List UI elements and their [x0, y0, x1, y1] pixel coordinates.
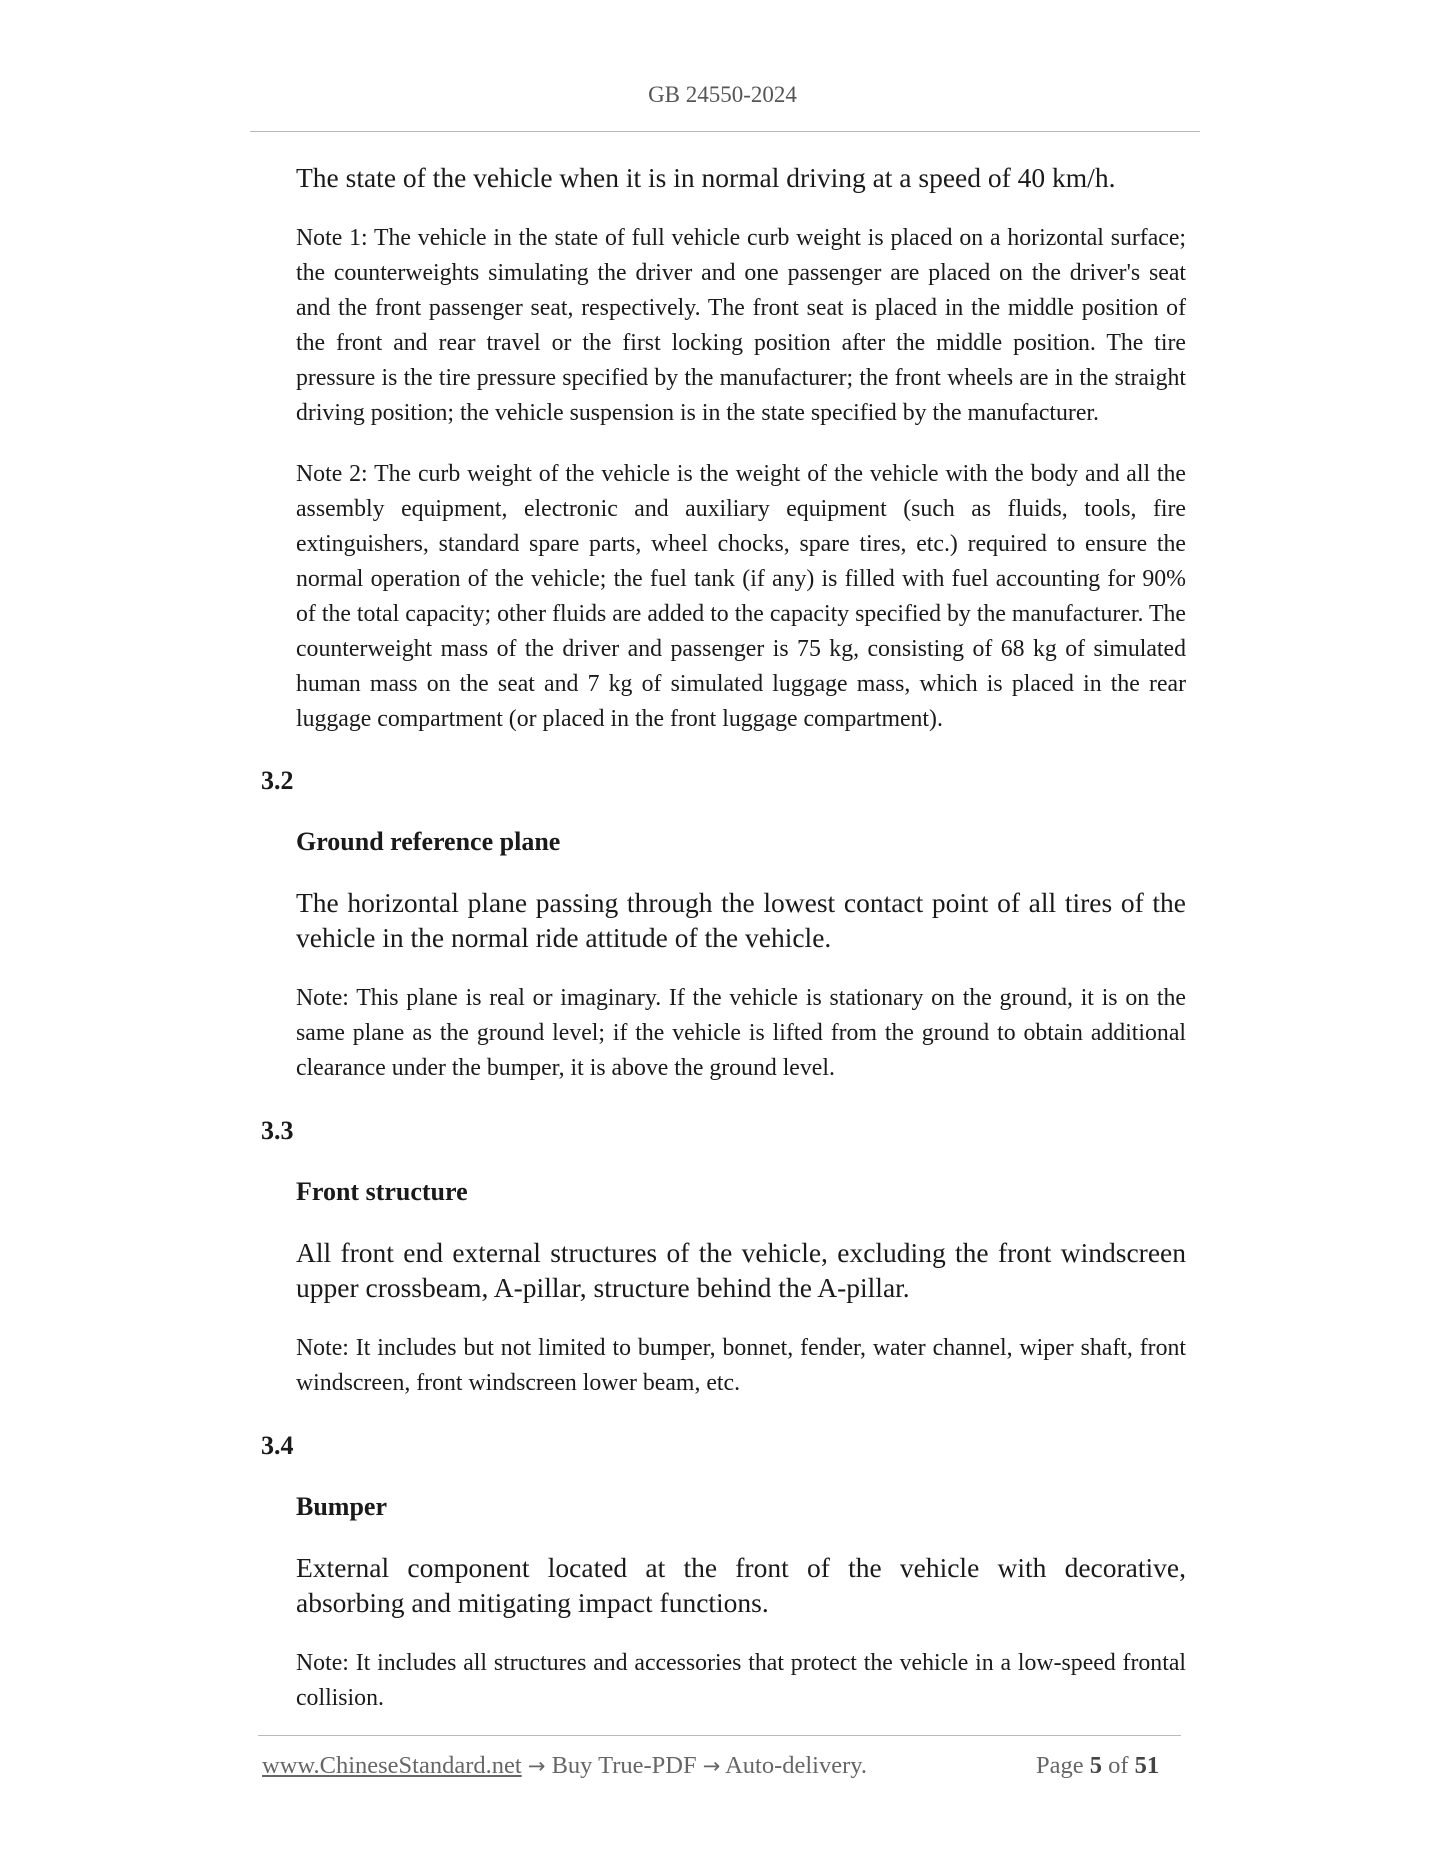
clause-number-3-3: 3.3 [261, 1116, 294, 1145]
note-1: Note 1: The vehicle in the state of full vehicle curb weight is placed on a horizontal surface; the counterweights simulating the driver and one passenger are placed on the driver's seat and the front passenger seat, respectively. The front seat is placed in the middle position of the front and rear travel or the first locking position after the middle position. The tire pressure is the tire pressure specified by the manufacturer; the front wheels are in the straight driving position; the vehicle suspension is in the state specified by the manufacturer. [296, 225, 1186, 426]
current-page: 5 [1089, 1752, 1102, 1779]
note-ground-reference-plane: Note: This plane is real or imaginary. If the vehicle is stationary on the ground, it is on the same plane as the ground level; if the vehicle is lifted from the ground to obtain additional clearance under the bumper, it is above the ground level. [296, 985, 1186, 1081]
site-link[interactable]: www.ChineseStandard.net [262, 1752, 522, 1779]
definition-bumper: External component located at the front of the vehicle with decorative, absorbing and mitigating impact functions. [296, 1552, 1186, 1618]
note-2: Note 2: The curb weight of the vehicle is the weight of the vehicle with the body and all the assembly equipment, electronic and auxiliary equipment (such as fluids, tools, fire extinguishers, standard spare parts, wheel chocks, spare tires, etc.) required to ensure the normal operation of the vehicle; the fuel tank (if any) is filled with fuel accounting for 90% of the total capacity; other fluids are added to the capacity specified by the manufacturer. The counterweight mass of the driver and passenger is 75 kg, consisting of 68 kg of simulated human mass on the seat and 7 kg of simulated luggage mass, which is placed in the rear luggage compartment (or placed in the front luggage compartment). [296, 461, 1186, 732]
buy-true-pdf-text: Buy True-PDF [551, 1752, 697, 1779]
definition-front-structure: All front end external structures of the vehicle, excluding the front windscreen upper crossbeam, A-pillar, structure behind the A-pillar. [296, 1237, 1186, 1303]
term-bumper: Bumper [296, 1492, 387, 1521]
arrow-right-icon: → [527, 1754, 546, 1778]
page-of-label: of [1108, 1752, 1129, 1779]
definition-ground-reference-plane: The horizontal plane passing through the lowest contact point of all tires of the vehicle in the normal ride attitude of the vehicle. [296, 887, 1186, 953]
arrow-right-icon: → [702, 1754, 721, 1778]
note-front-structure: Note: It includes but not limited to bumper, bonnet, fender, water channel, wiper shaft, front windscreen, front windscreen lower beam, etc. [296, 1335, 1186, 1396]
footer-divider [258, 1735, 1181, 1736]
page-counter [1036, 1752, 1159, 1780]
term-front-structure: Front structure [296, 1177, 468, 1206]
page-label: Page [1036, 1752, 1084, 1779]
auto-delivery-text: Auto-delivery. [725, 1752, 868, 1779]
header-divider [250, 131, 1200, 132]
clause-number-3-4: 3.4 [261, 1431, 294, 1460]
intro-text: The state of the vehicle when it is in normal driving at a speed of 40 km/h. [296, 162, 1116, 193]
total-pages: 51 [1134, 1752, 1160, 1779]
term-ground-reference-plane: Ground reference plane [296, 827, 561, 856]
clause-number-3-2: 3.2 [261, 766, 294, 795]
note-bumper: Note: It includes all structures and accessories that protect the vehicle in a low-speed frontal collision. [296, 1650, 1186, 1711]
page-header: GB 24550-2024 [648, 82, 797, 107]
footer-links [262, 1752, 867, 1780]
